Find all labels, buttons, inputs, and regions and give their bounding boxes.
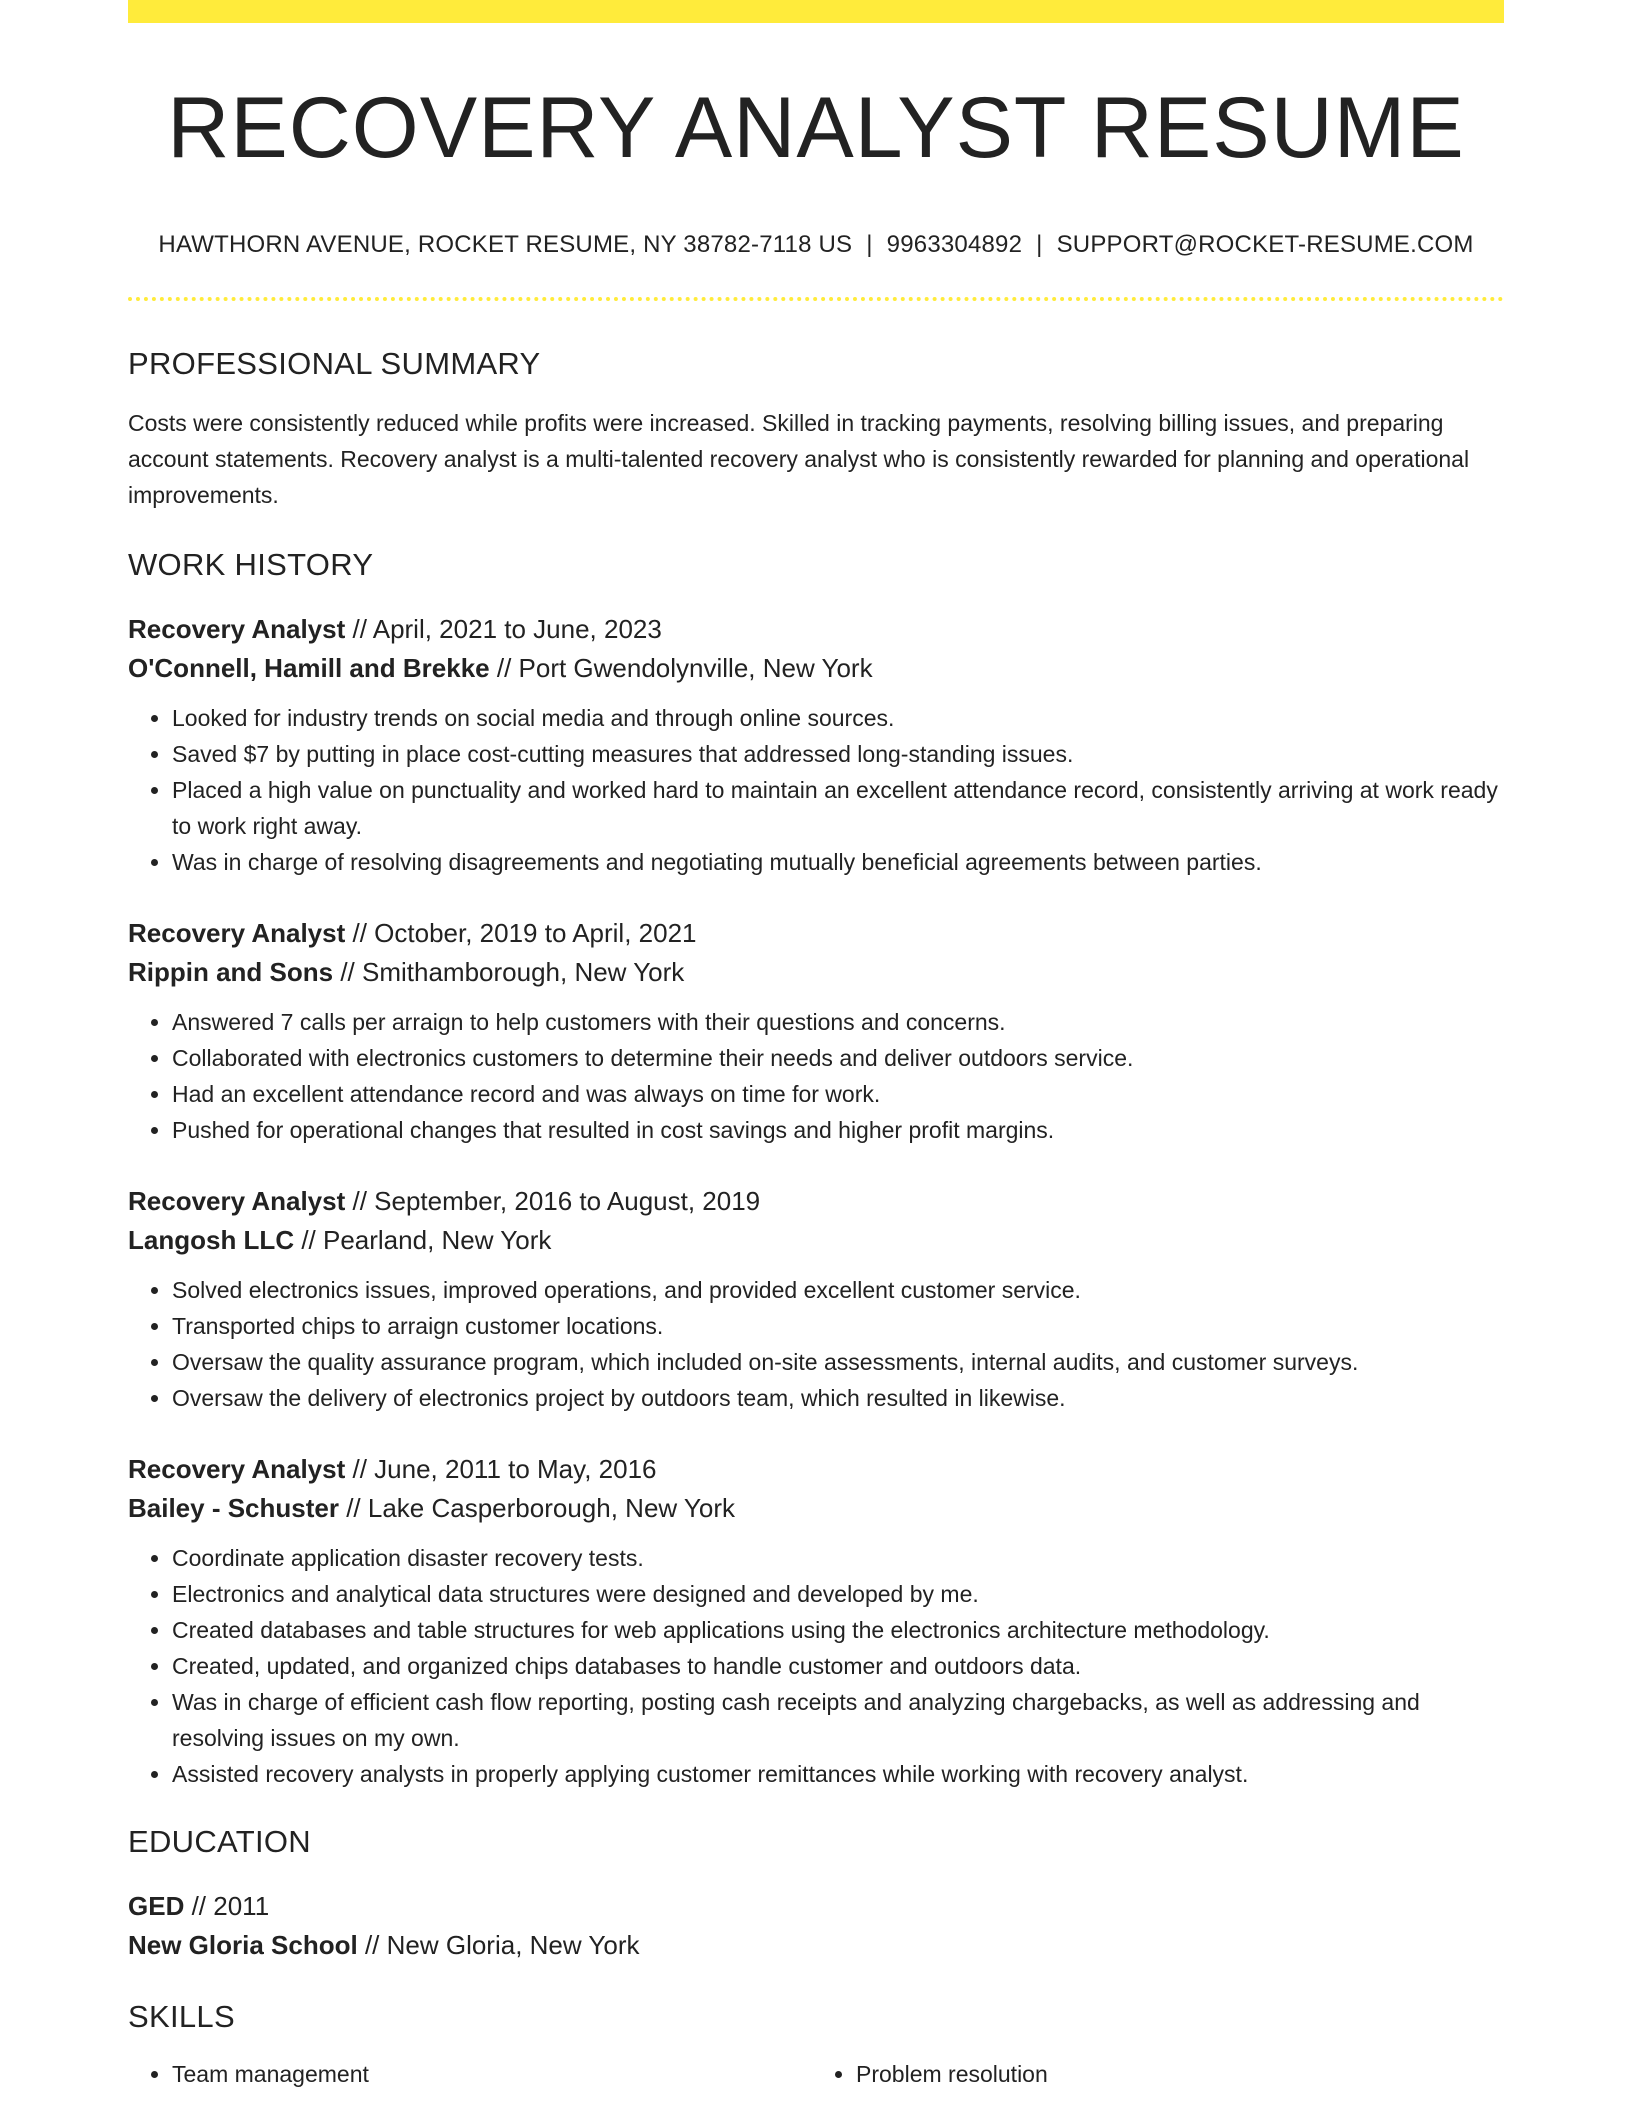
contact-separator: | bbox=[866, 231, 873, 258]
job-role: Recovery Analyst bbox=[128, 1186, 346, 1216]
job-role: Recovery Analyst bbox=[128, 1454, 346, 1484]
education-degree-line bbox=[128, 1887, 1504, 1926]
job-entry bbox=[128, 914, 1504, 1148]
contact-address: HAWTHORN AVENUE, ROCKET RESUME, NY 38782-7118 US bbox=[158, 231, 853, 258]
contact-separator: | bbox=[1036, 231, 1043, 258]
job-company-line bbox=[128, 1221, 1504, 1260]
job-bullet: • Looked for industry trends on social media and through online sources. bbox=[172, 700, 1504, 736]
job-bullet: • Collaborated with electronics customers to determine their needs and deliver outdoors service. bbox=[172, 1040, 1504, 1076]
job-dates: // October, 2019 to April, 2021 bbox=[345, 918, 697, 948]
section-title-education: EDUCATION bbox=[128, 1824, 311, 1859]
job-location: // Smithamborough, New York bbox=[333, 957, 685, 987]
job-bullet: • Coordinate application disaster recovery tests. bbox=[172, 1540, 1504, 1576]
job-bullet: • Was in charge of efficient cash flow reporting, posting cash receipts and analyzing chargebacks, as well as addressing and resolving issues on my own. bbox=[172, 1684, 1504, 1756]
job-company: Langosh LLC bbox=[128, 1225, 295, 1255]
job-bullet: • Answered 7 calls per arraign to help customers with their questions and concerns. bbox=[172, 1004, 1504, 1040]
job-entry bbox=[128, 1182, 1504, 1416]
job-company: Rippin and Sons bbox=[128, 957, 334, 987]
job-location: // Lake Casperborough, New York bbox=[338, 1493, 736, 1523]
job-role-line bbox=[128, 914, 1504, 953]
job-company: Bailey - Schuster bbox=[128, 1493, 339, 1523]
skill-item: • Team management bbox=[172, 2056, 812, 2092]
job-bullet: • Placed a high value on punctuality and worked hard to maintain an excellent attendance record, consistently arriving at work ready to work right away. bbox=[172, 772, 1504, 844]
job-dates: // June, 2011 to May, 2016 bbox=[345, 1454, 657, 1484]
resume-title: RECOVERY ANALYST RESUME bbox=[167, 80, 1465, 176]
education-degree: GED bbox=[128, 1891, 185, 1921]
job-bullets bbox=[128, 1272, 1504, 1416]
job-bullet: • Created, updated, and organized chips databases to handle customer and outdoors data. bbox=[172, 1648, 1504, 1684]
contact-line bbox=[128, 231, 1504, 259]
job-role: Recovery Analyst bbox=[128, 918, 346, 948]
job-dates: // September, 2016 to August, 2019 bbox=[345, 1186, 761, 1216]
skill-item: • Problem resolution bbox=[856, 2056, 1496, 2092]
job-dates: // April, 2021 to June, 2023 bbox=[345, 614, 662, 644]
job-bullet: • Solved electronics issues, improved operations, and provided excellent customer service. bbox=[172, 1272, 1504, 1308]
job-bullets bbox=[128, 1004, 1504, 1148]
skills-column-right bbox=[812, 2056, 1496, 2092]
summary-text: Costs were consistently reduced while profits were increased. Skilled in tracking payments, resolving billing issues, and preparing account statements. Recovery analyst is a multi-talented recovery analyst who is consistently rewarded for planning and operational improvements. bbox=[128, 410, 1470, 508]
job-bullet: • Assisted recovery analysts in properly applying customer remittances while working with recovery analyst. bbox=[172, 1756, 1504, 1792]
job-bullet: • Saved $7 by putting in place cost-cutting measures that addressed long-standing issues. bbox=[172, 736, 1504, 772]
section-title-skills: SKILLS bbox=[128, 1999, 235, 2034]
job-bullet: • Created databases and table structures for web applications using the electronics architecture methodology. bbox=[172, 1612, 1504, 1648]
job-bullet: • Was in charge of resolving disagreements and negotiating mutually beneficial agreements between parties. bbox=[172, 844, 1504, 880]
work-history-list bbox=[128, 610, 1504, 1792]
job-role-line bbox=[128, 610, 1504, 649]
education-year: // 2011 bbox=[184, 1891, 270, 1921]
job-role-line bbox=[128, 1182, 1504, 1221]
education-location: // New Gloria, New York bbox=[357, 1930, 640, 1960]
education-entry bbox=[128, 1887, 1504, 1965]
section-title-work-history: WORK HISTORY bbox=[128, 547, 374, 582]
job-company-line bbox=[128, 1489, 1504, 1528]
accent-top-bar bbox=[128, 0, 1504, 23]
job-company-line bbox=[128, 953, 1504, 992]
resume-page bbox=[128, 0, 1504, 2092]
education-school-line bbox=[128, 1926, 1504, 1965]
section-title-summary: PROFESSIONAL SUMMARY bbox=[128, 346, 541, 381]
job-bullet: • Electronics and analytical data structures were designed and developed by me. bbox=[172, 1576, 1504, 1612]
job-bullet: • Oversaw the quality assurance program, which included on-site assessments, internal audits, and customer surveys. bbox=[172, 1344, 1504, 1380]
education-school: New Gloria School bbox=[128, 1930, 358, 1960]
skills-column-left bbox=[128, 2056, 812, 2092]
contact-phone: 9963304892 bbox=[886, 231, 1023, 258]
job-entry bbox=[128, 1450, 1504, 1792]
job-location: // Port Gwendolynville, New York bbox=[489, 653, 873, 683]
job-bullet: • Pushed for operational changes that resulted in cost savings and higher profit margins. bbox=[172, 1112, 1504, 1148]
job-location: // Pearland, New York bbox=[294, 1225, 552, 1255]
header-divider bbox=[128, 297, 1504, 301]
job-company-line bbox=[128, 649, 1504, 688]
job-bullets bbox=[128, 1540, 1504, 1792]
job-entry bbox=[128, 610, 1504, 880]
job-bullet: • Transported chips to arraign customer locations. bbox=[172, 1308, 1504, 1344]
job-role-line bbox=[128, 1450, 1504, 1489]
job-role: Recovery Analyst bbox=[128, 614, 346, 644]
job-bullets bbox=[128, 700, 1504, 880]
contact-email: SUPPORT@ROCKET-RESUME.COM bbox=[1056, 231, 1474, 258]
job-company: O'Connell, Hamill and Brekke bbox=[128, 653, 490, 683]
skills-grid bbox=[128, 2056, 1504, 2092]
job-bullet: • Oversaw the delivery of electronics project by outdoors team, which resulted in likewise. bbox=[172, 1380, 1504, 1416]
job-bullet: • Had an excellent attendance record and was always on time for work. bbox=[172, 1076, 1504, 1112]
